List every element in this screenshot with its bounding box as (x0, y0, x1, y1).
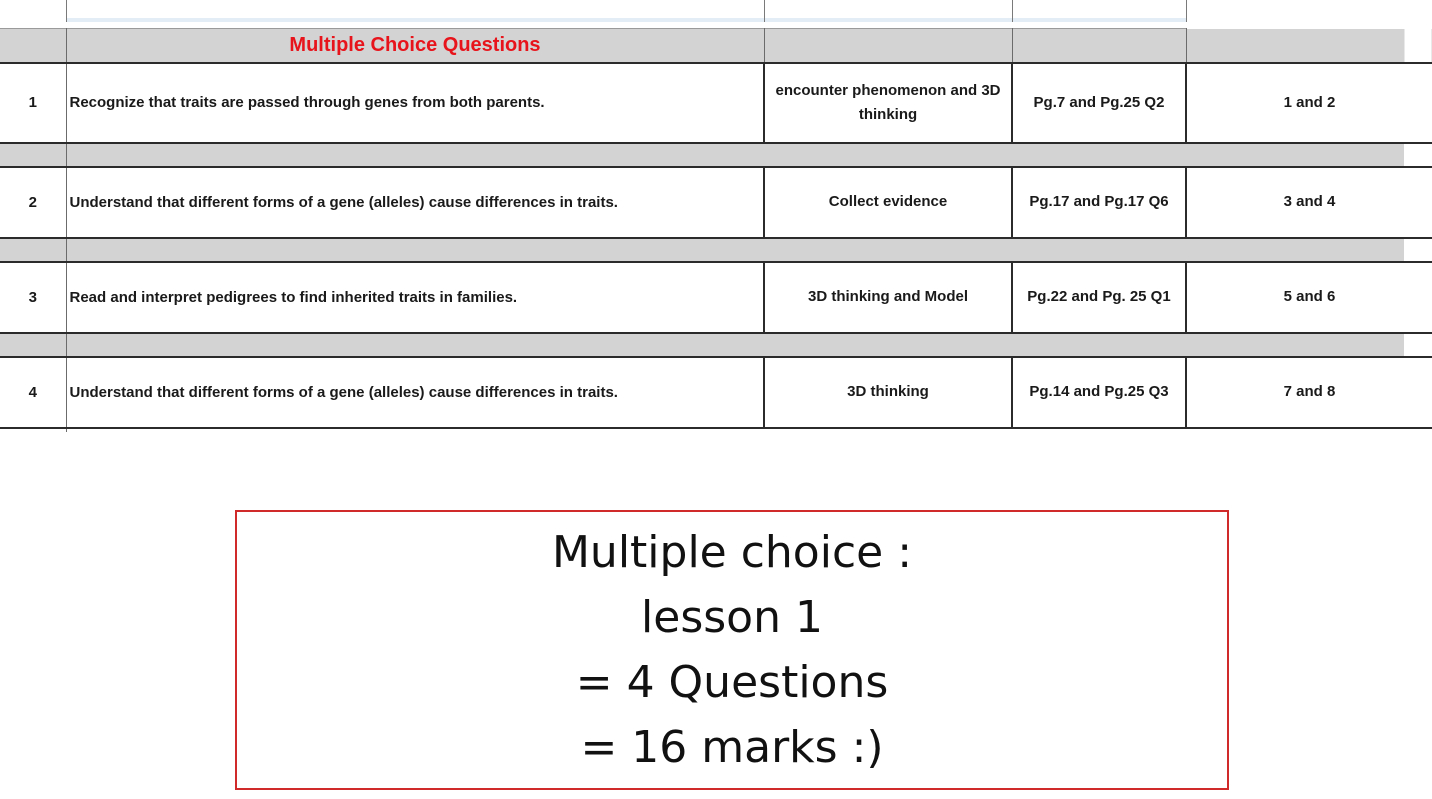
summary-heading: Multiple choice : (551, 527, 913, 578)
cropped-table-top (0, 0, 1405, 22)
learning-objective: Read and interpret pedigrees to find inherited traits in families. (66, 262, 764, 333)
column-divider (1186, 0, 1187, 22)
summary-box (235, 510, 1229, 790)
separator-row (0, 333, 1432, 357)
row-number: 4 (0, 357, 66, 428)
science-practice: Collect evidence (764, 167, 1012, 238)
science-practice: 3D thinking (764, 357, 1012, 428)
summary-question-count: = 4 Questions (575, 657, 889, 708)
science-practice: 3D thinking and Model (764, 262, 1012, 333)
science-practice: encounter phenomenon and 3D thinking (764, 63, 1012, 143)
learning-objective: Understand that different forms of a gene (alleles) cause differences in traits. (66, 167, 764, 238)
row-number: 1 (0, 63, 66, 143)
page-reference: Pg.17 and Pg.17 Q6 (1012, 167, 1186, 238)
column-divider (66, 0, 67, 22)
question-numbers: 7 and 8 (1186, 357, 1432, 428)
questions-table (0, 28, 1432, 432)
page-reference: Pg.14 and Pg.25 Q3 (1012, 357, 1186, 428)
row-number: 2 (0, 167, 66, 238)
page-reference: Pg.22 and Pg. 25 Q1 (1012, 262, 1186, 333)
table-row (0, 63, 1432, 143)
column-divider (764, 0, 765, 22)
table-header-row (0, 29, 1432, 63)
separator-row (0, 143, 1432, 167)
header-cell-practice (764, 29, 1012, 63)
table-row (0, 357, 1432, 428)
table-row (0, 262, 1432, 333)
header-cell-pages (1012, 29, 1186, 63)
question-numbers: 5 and 6 (1186, 262, 1432, 333)
table-row (0, 167, 1432, 238)
section-title: Multiple Choice Questions (66, 29, 764, 63)
header-cell-number (0, 29, 66, 63)
row-number: 3 (0, 262, 66, 333)
question-numbers: 3 and 4 (1186, 167, 1432, 238)
header-tint (67, 18, 1187, 22)
column-divider (1012, 0, 1013, 22)
summary-lesson: lesson 1 (641, 592, 823, 643)
page-reference: Pg.7 and Pg.25 Q2 (1012, 63, 1186, 143)
question-numbers: 1 and 2 (1186, 63, 1432, 143)
separator-row (0, 238, 1432, 262)
header-cell-questions (1186, 29, 1432, 63)
table-tail (0, 428, 1432, 432)
learning-objective: Recognize that traits are passed through genes from both parents. (66, 63, 764, 143)
learning-objective: Understand that different forms of a gene (alleles) cause differences in traits. (66, 357, 764, 428)
summary-marks: = 16 marks :) (580, 722, 884, 773)
